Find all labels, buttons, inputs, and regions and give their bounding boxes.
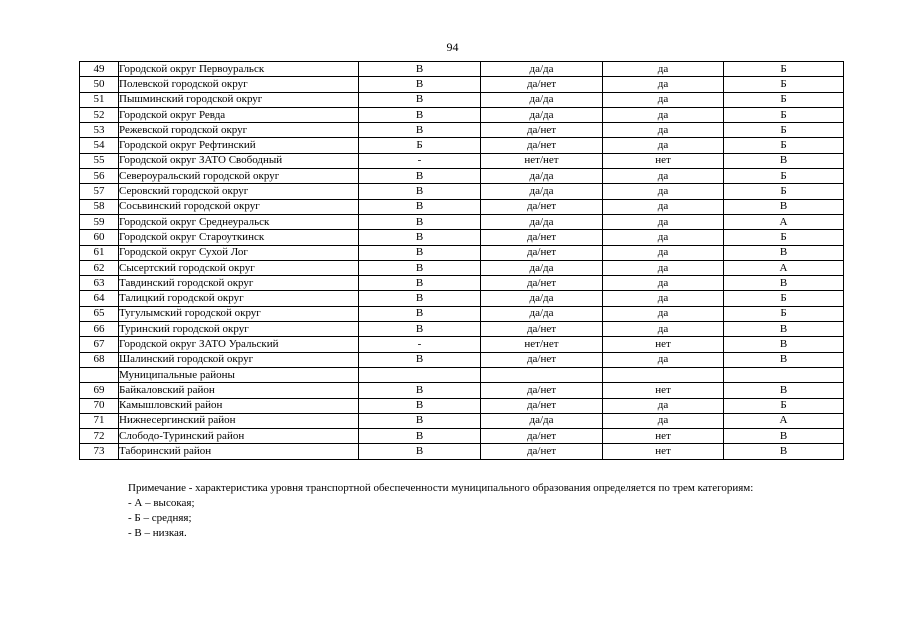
level-cell: В	[724, 352, 844, 367]
row-number-cell: 60	[80, 230, 119, 245]
yes-no-cell: да	[603, 352, 724, 367]
availability-cell: да/нет	[481, 77, 603, 92]
category-cell: В	[359, 62, 481, 77]
category-cell: В	[359, 306, 481, 321]
yes-no-cell: да	[603, 138, 724, 153]
row-number-cell: 70	[80, 398, 119, 413]
row-number-cell: 57	[80, 184, 119, 199]
row-number-cell: 61	[80, 245, 119, 260]
category-cell: В	[359, 260, 481, 275]
category-cell: В	[359, 107, 481, 122]
availability-cell: да/да	[481, 413, 603, 428]
municipality-name-cell: Тавдинский городской округ	[119, 276, 359, 291]
row-number-cell: 53	[80, 123, 119, 138]
row-number-cell: 55	[80, 153, 119, 168]
table-row	[80, 276, 844, 291]
availability-cell: да/да	[481, 169, 603, 184]
level-cell: В	[724, 429, 844, 444]
level-cell: Б	[724, 77, 844, 92]
row-number-cell: 51	[80, 92, 119, 107]
municipality-name-cell: Сосьвинский городской округ	[119, 199, 359, 214]
availability-cell: да/нет	[481, 199, 603, 214]
level-cell: Б	[724, 306, 844, 321]
category-cell: В	[359, 199, 481, 214]
table-row	[80, 138, 844, 153]
yes-no-cell: да	[603, 276, 724, 291]
category-cell: В	[359, 245, 481, 260]
municipality-name-cell: Городской округ Сухой Лог	[119, 245, 359, 260]
availability-cell: да/нет	[481, 383, 603, 398]
table-row	[80, 444, 844, 459]
level-cell	[724, 367, 844, 382]
row-number-cell: 62	[80, 260, 119, 275]
row-number-cell: 66	[80, 322, 119, 337]
row-number-cell: 71	[80, 413, 119, 428]
yes-no-cell: да	[603, 169, 724, 184]
note-intro: Примечание - характеристика уровня транспортной обеспеченности муниципального образования определяется по трем категориям:	[128, 482, 754, 494]
level-cell: Б	[724, 92, 844, 107]
table-row	[80, 413, 844, 428]
table-row	[80, 352, 844, 367]
yes-no-cell: да	[603, 62, 724, 77]
row-number-cell: 59	[80, 214, 119, 229]
yes-no-cell: да	[603, 413, 724, 428]
availability-cell: да/нет	[481, 138, 603, 153]
category-cell: Б	[359, 138, 481, 153]
table-row	[80, 429, 844, 444]
municipality-name-cell: Камышловский район	[119, 398, 359, 413]
yes-no-cell: да	[603, 322, 724, 337]
level-cell: А	[724, 413, 844, 428]
yes-no-cell: нет	[603, 337, 724, 352]
yes-no-cell: да	[603, 92, 724, 107]
category-cell: В	[359, 429, 481, 444]
municipality-name-cell: Городской округ Рефтинский	[119, 138, 359, 153]
row-number-cell: 54	[80, 138, 119, 153]
note-item-a: - А – высокая;	[128, 497, 195, 509]
note-item-b: - Б – средняя;	[128, 512, 192, 524]
municipality-name-cell: Нижнесергинский район	[119, 413, 359, 428]
municipality-name-cell: Сысертский городской округ	[119, 260, 359, 275]
level-cell: Б	[724, 398, 844, 413]
municipality-name-cell: Муниципальные районы	[119, 367, 359, 382]
availability-cell: да/нет	[481, 230, 603, 245]
municipality-name-cell: Таборинский район	[119, 444, 359, 459]
table-row	[80, 77, 844, 92]
row-number-cell: 63	[80, 276, 119, 291]
level-cell: А	[724, 214, 844, 229]
row-number-cell: 49	[80, 62, 119, 77]
table-row	[80, 383, 844, 398]
availability-cell: да/нет	[481, 322, 603, 337]
note	[128, 481, 753, 541]
category-cell: В	[359, 383, 481, 398]
level-cell: В	[724, 383, 844, 398]
availability-cell: да/нет	[481, 245, 603, 260]
municipality-name-cell: Городской округ Староуткинск	[119, 230, 359, 245]
table-row	[80, 62, 844, 77]
level-cell: В	[724, 444, 844, 459]
table-row	[80, 306, 844, 321]
row-number-cell: 64	[80, 291, 119, 306]
municipality-name-cell: Туринский городской округ	[119, 322, 359, 337]
municipality-name-cell: Полевской городской округ	[119, 77, 359, 92]
level-cell: Б	[724, 107, 844, 122]
page-number: 94	[446, 40, 459, 54]
category-cell: В	[359, 276, 481, 291]
availability-cell: да/нет	[481, 123, 603, 138]
category-cell	[359, 367, 481, 382]
category-cell: В	[359, 214, 481, 229]
row-number-cell: 52	[80, 107, 119, 122]
municipality-name-cell: Городской округ Первоуральск	[119, 62, 359, 77]
yes-no-cell: да	[603, 291, 724, 306]
table-row	[80, 123, 844, 138]
level-cell: В	[724, 153, 844, 168]
yes-no-cell: да	[603, 123, 724, 138]
table-row	[80, 169, 844, 184]
row-number-cell: 72	[80, 429, 119, 444]
availability-cell: да/да	[481, 260, 603, 275]
table-row	[80, 199, 844, 214]
category-cell: В	[359, 398, 481, 413]
yes-no-cell: да	[603, 184, 724, 199]
table-row	[80, 184, 844, 199]
category-cell: В	[359, 77, 481, 92]
municipality-name-cell: Городской округ ЗАТО Уральский	[119, 337, 359, 352]
level-cell: Б	[724, 62, 844, 77]
availability-cell: нет/нет	[481, 153, 603, 168]
yes-no-cell: нет	[603, 383, 724, 398]
category-cell: В	[359, 92, 481, 107]
category-cell: -	[359, 337, 481, 352]
table-row	[80, 291, 844, 306]
availability-cell: да/да	[481, 306, 603, 321]
availability-cell: да/да	[481, 214, 603, 229]
yes-no-cell: да	[603, 214, 724, 229]
availability-cell: да/да	[481, 62, 603, 77]
yes-no-cell: да	[603, 398, 724, 413]
table-row	[80, 214, 844, 229]
category-cell: -	[359, 153, 481, 168]
yes-no-cell: да	[603, 245, 724, 260]
availability-cell: да/да	[481, 107, 603, 122]
availability-cell: да/да	[481, 184, 603, 199]
level-cell: В	[724, 245, 844, 260]
municipality-name-cell: Режевской городской округ	[119, 123, 359, 138]
row-number-cell: 73	[80, 444, 119, 459]
level-cell: Б	[724, 230, 844, 245]
category-cell: В	[359, 169, 481, 184]
yes-no-cell: да	[603, 199, 724, 214]
table-row	[80, 230, 844, 245]
level-cell: А	[724, 260, 844, 275]
municipal-transport-table	[79, 61, 844, 460]
category-cell: В	[359, 291, 481, 306]
municipality-name-cell: Шалинский городской округ	[119, 352, 359, 367]
table-row	[80, 367, 844, 382]
level-cell: Б	[724, 123, 844, 138]
table-row	[80, 337, 844, 352]
table-row	[80, 245, 844, 260]
municipality-name-cell: Городской округ Ревда	[119, 107, 359, 122]
yes-no-cell	[603, 367, 724, 382]
yes-no-cell: да	[603, 107, 724, 122]
table-row	[80, 322, 844, 337]
availability-cell: да/да	[481, 291, 603, 306]
availability-cell: да/нет	[481, 276, 603, 291]
level-cell: Б	[724, 169, 844, 184]
availability-cell	[481, 367, 603, 382]
category-cell: В	[359, 230, 481, 245]
category-cell: В	[359, 123, 481, 138]
table-row	[80, 398, 844, 413]
table-body	[80, 62, 844, 460]
level-cell: В	[724, 337, 844, 352]
category-cell: В	[359, 322, 481, 337]
level-cell: Б	[724, 138, 844, 153]
level-cell: В	[724, 322, 844, 337]
table-row	[80, 153, 844, 168]
row-number-cell: 58	[80, 199, 119, 214]
availability-cell: нет/нет	[481, 337, 603, 352]
category-cell: В	[359, 413, 481, 428]
row-number-cell: 67	[80, 337, 119, 352]
table-row	[80, 260, 844, 275]
yes-no-cell: нет	[603, 444, 724, 459]
municipality-name-cell: Талицкий городской округ	[119, 291, 359, 306]
availability-cell: да/нет	[481, 398, 603, 413]
row-number-cell: 68	[80, 352, 119, 367]
municipality-name-cell: Городской округ Среднеуральск	[119, 214, 359, 229]
level-cell: Б	[724, 184, 844, 199]
municipality-name-cell: Североуральский городской округ	[119, 169, 359, 184]
availability-cell: да/нет	[481, 352, 603, 367]
availability-cell: да/нет	[481, 429, 603, 444]
level-cell: В	[724, 276, 844, 291]
municipality-name-cell: Городской округ ЗАТО Свободный	[119, 153, 359, 168]
row-number-cell: 56	[80, 169, 119, 184]
category-cell: В	[359, 184, 481, 199]
note-item-c: - В – низкая.	[128, 527, 187, 539]
level-cell: В	[724, 199, 844, 214]
table-row	[80, 92, 844, 107]
yes-no-cell: нет	[603, 429, 724, 444]
availability-cell: да/нет	[481, 444, 603, 459]
yes-no-cell: да	[603, 260, 724, 275]
level-cell: Б	[724, 291, 844, 306]
yes-no-cell: да	[603, 77, 724, 92]
row-number-cell	[80, 367, 119, 382]
availability-cell: да/да	[481, 92, 603, 107]
municipality-name-cell: Слободо-Туринский район	[119, 429, 359, 444]
yes-no-cell: нет	[603, 153, 724, 168]
row-number-cell: 65	[80, 306, 119, 321]
municipality-name-cell: Тугулымский городской округ	[119, 306, 359, 321]
table-row	[80, 107, 844, 122]
row-number-cell: 69	[80, 383, 119, 398]
row-number-cell: 50	[80, 77, 119, 92]
yes-no-cell: да	[603, 306, 724, 321]
municipality-name-cell: Байкаловский район	[119, 383, 359, 398]
municipality-name-cell: Серовский городской округ	[119, 184, 359, 199]
municipality-name-cell: Пышминский городской округ	[119, 92, 359, 107]
category-cell: В	[359, 444, 481, 459]
yes-no-cell: да	[603, 230, 724, 245]
category-cell: В	[359, 352, 481, 367]
